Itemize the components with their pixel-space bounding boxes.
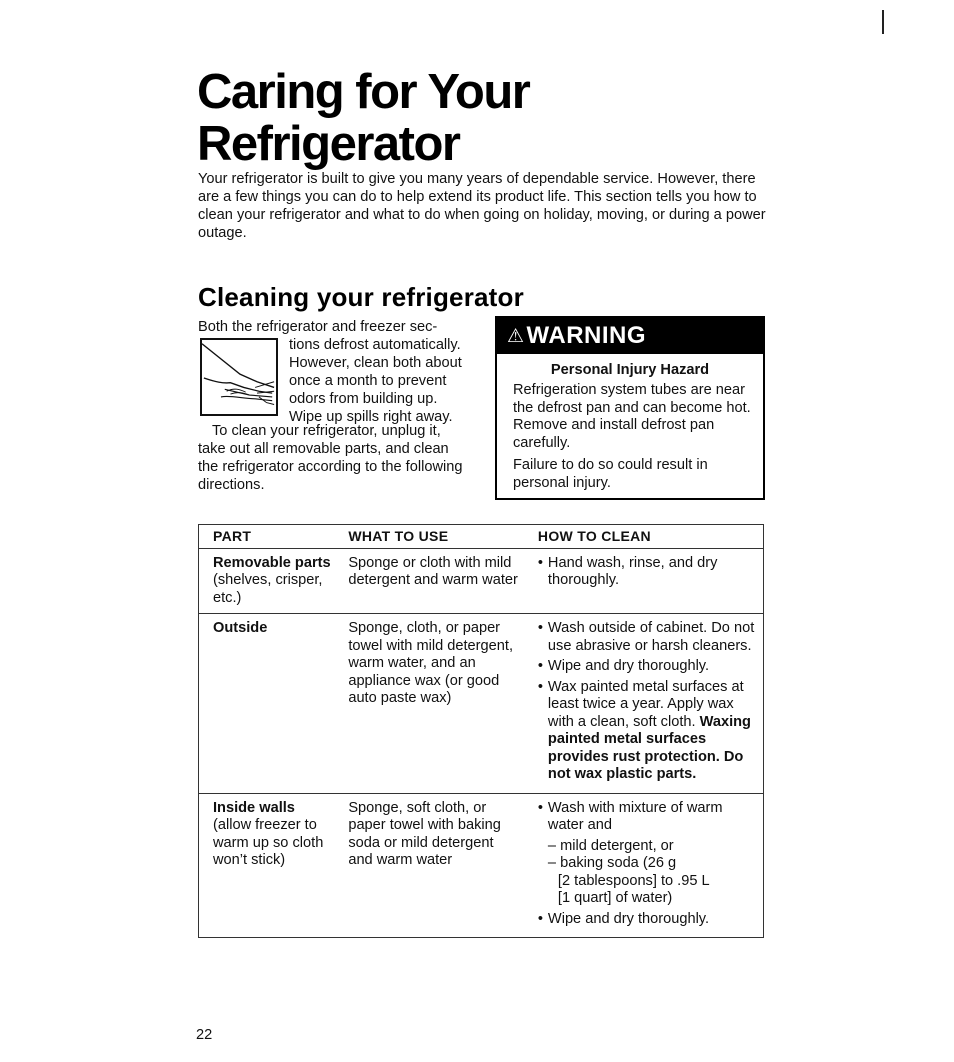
header-what-to-use: WHAT TO USE (342, 525, 524, 549)
cleaning-line-1: Both the refrigerator and freezer sec- (198, 319, 438, 335)
table-header-row (199, 525, 764, 549)
how-cell (524, 614, 764, 794)
warning-consequence: Failure to do so could result in personal injury. (513, 457, 708, 491)
how-option-cont: [1 quart] of water) (557, 890, 673, 906)
warning-label: WARNING (526, 322, 647, 349)
page-title (197, 66, 529, 170)
what-cell: Sponge or cloth with mild detergent and warm water (348, 554, 518, 588)
warning-box (495, 316, 765, 500)
how-item (538, 555, 757, 590)
cleaning-beside-line: once a month to prevent (289, 373, 447, 389)
how-text-bold: Waxing painted metal surfaces provides rust protection. Do not wax plastic parts. (547, 713, 751, 782)
how-option: – baking soda (26 g (547, 855, 677, 871)
how-item (538, 679, 757, 784)
cleaning-beside-line: tions defrost automatically. (289, 337, 461, 353)
page-number: 22 (196, 1027, 213, 1043)
warning-subtitle: Personal Injury Hazard (550, 362, 710, 378)
hand-wiping-drawing (202, 340, 276, 414)
how-item (538, 911, 757, 929)
how-text: Wipe and dry thoroughly. (547, 658, 710, 674)
cleaning-after-text (198, 422, 483, 494)
how-text: Hand wash, rinse, and dry thoroughly. (547, 554, 718, 588)
part-name: Removable parts (213, 554, 331, 571)
margin-change-bar (882, 10, 884, 34)
warning-header (497, 318, 763, 354)
cleaning-after-line: To clean your refrigerator, unplug it, (212, 423, 441, 439)
what-cell: Sponge, soft cloth, or paper towel with baking soda or mild detergent and warm water (342, 793, 524, 938)
bullet-icon: • (537, 658, 544, 674)
part-detail: (shelves, crisper, etc.) (213, 572, 323, 606)
header-part: PART (199, 525, 343, 549)
warning-body (497, 382, 763, 492)
part-name: Outside (213, 620, 268, 636)
part-cell (199, 548, 343, 614)
cleaning-table (198, 524, 764, 938)
bullet-icon: • (537, 554, 544, 571)
table-row (199, 614, 764, 794)
how-cell (524, 548, 764, 614)
cleaning-beside-line: odors from building up. (289, 391, 438, 407)
hand-wiping-icon (200, 338, 278, 416)
part-cell (199, 793, 343, 938)
bullet-icon: • (537, 799, 544, 816)
how-item (538, 620, 757, 655)
table-row (199, 548, 764, 614)
how-text: Wipe and dry thoroughly. (547, 910, 710, 927)
what-cell: Sponge, cloth, or paper towel with mild detergent, warm water, and an appliance wax (or good auto paste wax) (342, 614, 524, 794)
warning-triangle-icon: ⚠ (507, 325, 525, 347)
how-text: Wax painted metal surfaces at least twice a year. Apply wax with a clean, soft cloth. (547, 678, 744, 730)
cleaning-after-line: take out all removable parts, and clean (198, 441, 449, 457)
cleaning-after-line: directions. (198, 477, 265, 493)
how-text: Wash with mixture of warm water and (547, 799, 723, 833)
cleaning-beside-line: However, clean both about (289, 355, 462, 371)
how-item (538, 800, 757, 835)
part-name: Inside walls (213, 799, 295, 816)
bullet-icon: • (537, 910, 544, 927)
cleaning-after-line: the refrigerator according to the following (198, 459, 463, 475)
table-row (199, 793, 764, 938)
bullet-icon: • (537, 620, 544, 636)
how-option-cont: [2 tablespoons] to .95 L (557, 872, 710, 889)
how-cell (524, 793, 764, 938)
header-how-to-clean: HOW TO CLEAN (524, 525, 764, 549)
cleaning-beside-text (289, 336, 484, 426)
cleaning-beside-line: Wipe up spills right away. (289, 409, 453, 425)
cleaning-intro (198, 319, 478, 337)
bullet-icon: • (537, 678, 544, 695)
how-text: Wash outside of cabinet. Do not use abrasive or harsh cleaners. (547, 620, 755, 654)
part-detail: (allow freezer to warm up so cloth won’t stick) (213, 817, 324, 868)
how-item (538, 658, 757, 676)
intro-paragraph: Your refrigerator is built to give you many years of dependable service. However, there are a few things you can do to help extend its product life. This section tells you how to clean your refrigerator and what to do when going on holiday, moving, or during a power outage. (198, 171, 766, 241)
section-title: Cleaning your refrigerator (198, 282, 524, 312)
page-title-line2: Refrigerator (197, 117, 460, 171)
part-cell (199, 614, 343, 794)
how-option: – mild detergent, or (547, 837, 674, 854)
page-title-line1: Caring for Your (197, 65, 530, 119)
warning-text: Refrigeration system tubes are near the defrost pan and can become hot. Remove and install defrost pan carefully. (513, 382, 751, 451)
